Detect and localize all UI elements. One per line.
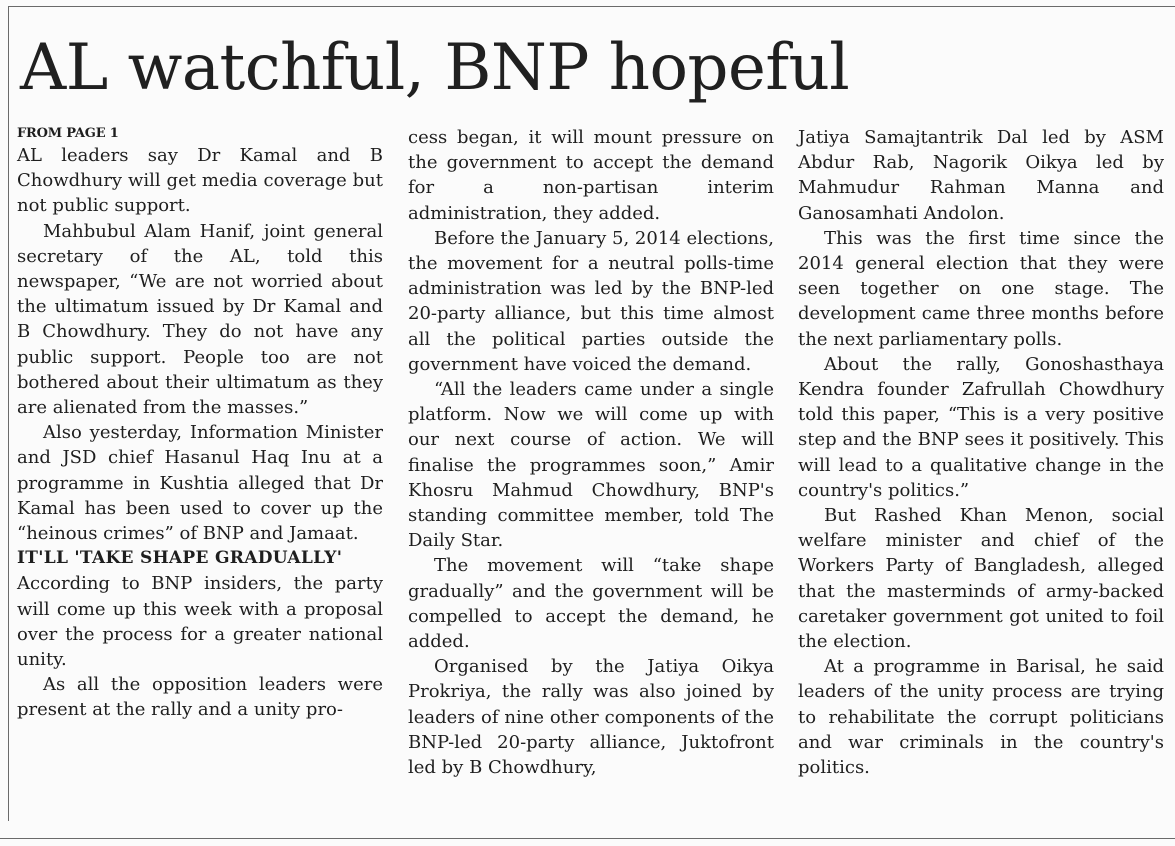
column-1	[17, 125, 383, 723]
paragraph: AL leaders say Dr Kamal and B Chowdhury will get media coverage but not public support.	[17, 145, 383, 217]
bottom-rule	[0, 838, 1175, 839]
paragraph: As all the opposition leaders were present at the rally and a unity pro-	[17, 674, 383, 721]
column-3	[798, 125, 1164, 780]
paragraph: This was the first time since the 2014 general election that they were seen together on one stage. The development came three months before the next parliamentary polls.	[798, 227, 1164, 350]
left-rule	[8, 6, 9, 821]
paragraph: At a programme in Barisal, he said leaders of the unity process are trying to rehabilitate the corrupt politicians and war criminals in the country's politics.	[798, 656, 1164, 779]
paragraph: Jatiya Samajtantrik Dal led by ASM Abdur Rab, Nagorik Oikya led by Mahmudur Rahman Manna and Ganosamhati Andolon.	[798, 127, 1164, 224]
kicker: FROM PAGE 1	[17, 126, 119, 141]
paragraph: But Rashed Khan Menon, social welfare minister and chief of the Workers Party of Bangladesh, alleged that the masterminds of army-backed caretaker government got united to foil the election.	[798, 505, 1164, 653]
paragraph: cess began, it will mount pressure on the government to accept the demand for a non-partisan interim administration, they added.	[408, 127, 774, 224]
paragraph: About the rally, Gonoshasthaya Kendra founder Zafrullah Chowdhury told this paper, “This is a very positive step and the BNP sees it positively. This will lead to a qualitative change in the country's politics.”	[798, 353, 1164, 501]
paragraph: Before the January 5, 2014 elections, the movement for a neutral polls-time administration was led by the BNP-led 20-party alliance, but this time almost all the political parties outside the government have voiced the demand.	[408, 227, 774, 375]
headline: AL watchful, BNP hopeful	[20, 31, 850, 105]
paragraph: According to BNP insiders, the party will come up this week with a proposal over the process for a greater national unity.	[17, 573, 383, 671]
paragraph: Also yesterday, Information Minister and JSD chief Hasanul Haq Inu at a programme in Kushtia alleged that Dr Kamal has been used to cover up the “heinous crimes” of BNP and Jamaat.	[17, 422, 383, 545]
paragraph: The movement will “take shape gradually” and the government will be compelled to accept the demand, he added.	[408, 555, 774, 653]
subhead: IT'LL 'TAKE SHAPE GRADUALLY'	[17, 548, 343, 569]
paragraph: Mahbubul Alam Hanif, joint general secretary of the AL, told this newspaper, “We are not worried about the ultimatum issued by Dr Kamal and B Chowdhury. They do not have any public support. People too are not bothered about their ultimatum as they are alienated from the masses.”	[17, 220, 383, 419]
top-rule	[8, 6, 1175, 7]
paragraph: “All the leaders came under a single platform. Now we will come up with our next course of action. We will finalise the programmes soon,” Amir Khosru Mahmud Chowdhury, BNP's standing committee member, told The Daily Star.	[408, 379, 774, 552]
paragraph: Organised by the Jatiya Oikya Prokriya, the rally was also joined by leaders of nine other components of the BNP-led 20-party alliance, Juktofront led by B Chowdhury,	[408, 656, 774, 779]
column-2	[408, 125, 774, 780]
